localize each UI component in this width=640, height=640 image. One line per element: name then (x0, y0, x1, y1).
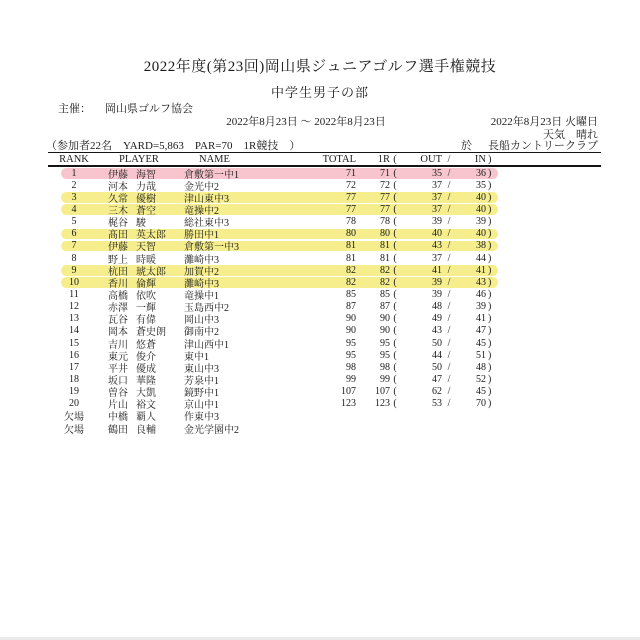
rank-cell: 9 (71, 264, 77, 276)
header-name: NAME (199, 153, 230, 165)
organizer-name: 岡山県ゴルフ協会 (105, 103, 193, 115)
total-cell: 82 (346, 264, 356, 276)
player-family-name: 曽谷 (108, 388, 128, 400)
paren-open-cell: ( (393, 191, 397, 203)
out-cell: 37 (432, 191, 442, 203)
r1-cell: 90 (380, 313, 390, 325)
player-given-name: 華隆 (136, 375, 156, 387)
r1-cell: 82 (380, 276, 390, 288)
player-family-name: 野上 (108, 254, 128, 266)
in-cell: 48 (476, 361, 486, 373)
school-cell: 加賀中2 (184, 266, 219, 278)
player-family-name: 瓦谷 (108, 315, 128, 327)
out-cell: 48 (432, 301, 442, 313)
player-family-name: 中橋 (108, 412, 128, 424)
venue-line (461, 137, 598, 153)
player-family-name: 平井 (108, 363, 128, 375)
total-cell: 98 (346, 361, 356, 373)
player-given-name: 良輔 (136, 424, 156, 436)
header-rank: RANK (59, 153, 89, 165)
in-cell: 41 (476, 264, 486, 276)
in-cell: 51 (476, 349, 486, 361)
participants-meta-line: （参加者22名 YARD=5,863 PAR=70 1R競技 ） (46, 140, 301, 152)
school-cell: 金光学園中2 (184, 424, 239, 436)
slash-cell: / (447, 191, 451, 203)
paren-open-cell: ( (393, 288, 397, 300)
r1-cell: 95 (380, 349, 390, 361)
in-cell: 40 (476, 228, 486, 240)
rank-cell: 1 (71, 167, 77, 179)
player-given-name: 一輝 (136, 303, 156, 315)
school-cell: 玉島西中2 (184, 303, 229, 315)
paren-open-cell: ( (393, 228, 397, 240)
weather-note: 天気 晴れ (543, 128, 598, 141)
player-family-name: 赤澤 (108, 303, 128, 315)
slash-cell: / (447, 276, 451, 288)
slash-cell: / (447, 386, 451, 398)
header-out: OUT (420, 153, 442, 165)
school-cell: 竜操中1 (184, 290, 219, 302)
out-cell: 41 (432, 264, 442, 276)
rank-cell: 18 (69, 373, 79, 385)
out-cell: 37 (432, 252, 442, 264)
rank-cell: 8 (71, 252, 77, 264)
venue-label: 於 (461, 140, 472, 152)
paren-open-cell: ( (393, 325, 397, 337)
school-cell: 津山西中1 (184, 339, 229, 351)
paren-open-cell: ( (393, 349, 397, 361)
paren-close-cell: ) (488, 264, 492, 276)
paren-open-cell: ( (393, 264, 397, 276)
in-cell: 41 (476, 313, 486, 325)
rank-cell: 12 (69, 301, 79, 313)
paren-open-cell: ( (393, 240, 397, 252)
paren-close-cell: ) (488, 325, 492, 337)
total-cell: 87 (346, 301, 356, 313)
paren-close-cell: ) (488, 203, 492, 215)
out-cell: 49 (432, 313, 442, 325)
rank-cell: 15 (69, 337, 79, 349)
player-given-name: 蒼空 (136, 206, 156, 217)
r1-cell: 87 (380, 301, 390, 313)
total-cell: 77 (346, 203, 356, 215)
in-cell: 45 (476, 386, 486, 398)
in-cell: 46 (476, 288, 486, 300)
out-cell: 39 (432, 288, 442, 300)
rank-cell: 4 (71, 203, 77, 215)
slash-cell: / (447, 203, 451, 215)
rank-cell: 6 (71, 228, 77, 240)
r1-cell: 95 (380, 337, 390, 349)
player-given-name: 海智 (136, 169, 156, 181)
r1-cell: 81 (380, 252, 390, 264)
school-cell: 鏡野中1 (184, 388, 219, 400)
division-subtitle: 中学生男子の部 (270, 85, 369, 100)
tournament-date-range: 2022年8月23日 ～ 2022年8月23日 (226, 116, 386, 128)
player-family-name: 坂口 (108, 375, 128, 387)
player-given-name: 覇人 (136, 412, 156, 424)
player-given-name: 悠蒼 (136, 339, 156, 351)
out-cell: 40 (432, 228, 442, 240)
school-cell: 岡山中3 (184, 315, 219, 327)
player-given-name: 蒼史朗 (136, 327, 166, 339)
player-given-name: 天智 (136, 242, 156, 254)
paren-close-cell: ) (488, 373, 492, 385)
school-cell: 金光中2 (184, 181, 219, 193)
results-table (48, 152, 601, 434)
rank-cell: 14 (69, 325, 79, 337)
paren-close-cell: ) (488, 240, 492, 252)
header-total: TOTAL (322, 153, 356, 165)
rank-cell: 3 (71, 191, 77, 203)
out-cell: 37 (432, 179, 442, 191)
total-cell: 77 (346, 191, 356, 203)
player-given-name: 優樹 (136, 193, 156, 205)
in-cell: 35 (476, 179, 486, 191)
total-cell: 72 (346, 179, 356, 191)
r1-cell: 107 (375, 386, 390, 398)
in-cell: 39 (476, 216, 486, 228)
school-cell: 京山中1 (184, 400, 219, 412)
total-cell: 107 (341, 386, 356, 398)
player-given-name: 時暖 (136, 254, 156, 266)
player-family-name: 岡本 (108, 327, 128, 339)
rank-cell: 17 (69, 361, 79, 373)
player-given-name: 力哉 (136, 181, 156, 193)
paren-close-cell: ) (488, 228, 492, 240)
r1-cell: 77 (380, 191, 390, 203)
paren-close-cell: ) (488, 349, 492, 361)
paren-close-cell: ) (488, 276, 492, 288)
total-cell: 90 (346, 313, 356, 325)
player-family-name: 高橋 (108, 290, 128, 302)
paren-open-cell: ( (393, 216, 397, 228)
in-cell: 70 (476, 398, 486, 410)
school-cell: 作東中3 (184, 412, 219, 424)
player-family-name: 梶谷 (108, 218, 128, 230)
slash-cell: / (447, 167, 451, 179)
paren-close-cell: ) (488, 337, 492, 349)
r1-cell: 82 (380, 264, 390, 276)
player-given-name: 優成 (136, 363, 156, 375)
player-given-name: 俊介 (136, 351, 156, 363)
out-cell: 53 (432, 398, 442, 410)
player-family-name: 伊藤 (108, 169, 128, 181)
player-family-name: 片山 (108, 400, 128, 412)
paren-close-cell: ) (488, 398, 492, 410)
r1-cell: 81 (380, 240, 390, 252)
organizer-label: 主催： (58, 103, 91, 115)
slash-cell: / (447, 337, 451, 349)
in-cell: 40 (476, 191, 486, 203)
paren-open-cell: ( (393, 373, 397, 385)
total-cell: 78 (346, 216, 356, 228)
out-cell: 39 (432, 276, 442, 288)
r1-cell: 78 (380, 216, 390, 228)
slash-cell: / (447, 288, 451, 300)
player-given-name: 駿 (136, 218, 146, 230)
total-cell: 85 (346, 288, 356, 300)
slash-cell: / (447, 398, 451, 410)
page-title: 2022年度(第23回)岡山県ジュニアゴルフ選手権競技 (143, 59, 497, 75)
paren-open-cell: ( (393, 361, 397, 373)
venue-name: 長船カントリークラブ (488, 140, 598, 152)
school-cell: 芳泉中1 (184, 375, 219, 387)
player-given-name: 有偉 (136, 315, 156, 327)
r1-cell: 80 (380, 228, 390, 240)
total-cell: 95 (346, 349, 356, 361)
paren-close-cell: ) (488, 313, 492, 325)
r1-cell: 99 (380, 373, 390, 385)
paren-open-cell: ( (393, 252, 397, 264)
r1-cell: 77 (380, 203, 390, 215)
paren-open-cell: ( (393, 337, 397, 349)
paren-open-cell: ( (393, 167, 397, 179)
r1-cell: 90 (380, 325, 390, 337)
rank-cell: 欠場 (64, 412, 84, 424)
paren-open-cell: ( (393, 179, 397, 191)
table-row (48, 422, 601, 434)
school-cell: 倉敷第一中3 (184, 242, 239, 254)
total-cell: 80 (346, 228, 356, 240)
paren-close-cell: ) (488, 191, 492, 203)
rank-cell: 20 (69, 398, 79, 410)
rank-cell: 欠場 (64, 424, 84, 436)
out-cell: 35 (432, 167, 442, 179)
school-cell: 灘崎中3 (184, 254, 219, 266)
paren-close-cell: ) (488, 361, 492, 373)
player-family-name: 河本 (108, 181, 128, 193)
rank-cell: 19 (69, 386, 79, 398)
player-family-name: 伊藤 (108, 242, 128, 254)
school-cell: 灘崎中3 (184, 278, 219, 290)
slash-cell: / (447, 216, 451, 228)
player-family-name: 香川 (108, 278, 128, 290)
school-cell: 東山中3 (184, 363, 219, 375)
slash-cell: / (447, 313, 451, 325)
rank-cell: 10 (69, 276, 79, 288)
school-cell: 竜操中2 (184, 206, 219, 217)
out-cell: 50 (432, 361, 442, 373)
rank-cell: 13 (69, 313, 79, 325)
paren-close-cell: ) (488, 216, 492, 228)
player-family-name: 杭田 (108, 266, 128, 278)
out-cell: 50 (432, 337, 442, 349)
total-cell: 81 (346, 240, 356, 252)
school-cell: 御南中2 (184, 327, 219, 339)
player-family-name: 久常 (108, 193, 128, 205)
player-family-name: 東元 (108, 351, 128, 363)
paren-close-cell: ) (488, 179, 492, 191)
header-slash: / (447, 153, 451, 165)
header-in: IN (474, 153, 486, 165)
slash-cell: / (447, 179, 451, 191)
slash-cell: / (447, 228, 451, 240)
rank-cell: 5 (71, 216, 77, 228)
total-cell: 82 (346, 276, 356, 288)
school-cell: 総社東中3 (184, 218, 229, 230)
r1-cell: 123 (375, 398, 390, 410)
r1-cell: 85 (380, 288, 390, 300)
paren-close-cell: ) (488, 288, 492, 300)
paren-close-cell: ) (488, 252, 492, 264)
out-cell: 39 (432, 216, 442, 228)
player-given-name: 琥太郎 (136, 266, 166, 278)
player-family-name: 三木 (108, 206, 128, 217)
paren-open-cell: ( (393, 398, 397, 410)
out-cell: 43 (432, 325, 442, 337)
r1-cell: 71 (380, 167, 390, 179)
in-cell: 43 (476, 276, 486, 288)
player-given-name: 裕文 (136, 400, 156, 412)
slash-cell: / (447, 373, 451, 385)
in-cell: 38 (476, 240, 486, 252)
out-cell: 47 (432, 373, 442, 385)
player-family-name: 吉川 (108, 339, 128, 351)
player-family-name: 髙田 (108, 230, 128, 242)
slash-cell: / (447, 361, 451, 373)
total-cell: 81 (346, 252, 356, 264)
in-cell: 52 (476, 373, 486, 385)
r1-cell: 98 (380, 361, 390, 373)
slash-cell: / (447, 301, 451, 313)
rank-cell: 11 (69, 288, 79, 300)
out-cell: 37 (432, 203, 442, 215)
in-cell: 45 (476, 337, 486, 349)
slash-cell: / (447, 325, 451, 337)
player-given-name: 倫輝 (136, 278, 156, 290)
slash-cell: / (447, 349, 451, 361)
school-cell: 東中1 (184, 351, 209, 363)
in-cell: 47 (476, 325, 486, 337)
paren-close-cell: ) (488, 301, 492, 313)
player-given-name: 依吹 (136, 290, 156, 302)
header-paren-close: ) (488, 153, 492, 165)
slash-cell: / (447, 264, 451, 276)
paren-open-cell: ( (393, 203, 397, 215)
header-paren-open: ( (393, 153, 397, 165)
header-player: PLAYER (119, 153, 159, 165)
paren-open-cell: ( (393, 313, 397, 325)
total-cell: 123 (341, 398, 356, 410)
total-cell: 90 (346, 325, 356, 337)
total-cell: 95 (346, 337, 356, 349)
out-cell: 62 (432, 386, 442, 398)
in-cell: 36 (476, 167, 486, 179)
out-cell: 44 (432, 349, 442, 361)
total-cell: 99 (346, 373, 356, 385)
slash-cell: / (447, 240, 451, 252)
in-cell: 39 (476, 301, 486, 313)
r1-cell: 72 (380, 179, 390, 191)
event-date: 2022年8月23日 火曜日 (490, 116, 598, 128)
paren-close-cell: ) (488, 167, 492, 179)
rank-cell: 7 (71, 240, 77, 252)
paren-open-cell: ( (393, 301, 397, 313)
paren-close-cell: ) (488, 386, 492, 398)
in-cell: 44 (476, 252, 486, 264)
paren-open-cell: ( (393, 276, 397, 288)
school-cell: 勝田中1 (184, 230, 219, 242)
player-given-name: 大凱 (136, 388, 156, 400)
school-cell: 倉敷第一中1 (184, 169, 239, 181)
rank-cell: 16 (69, 349, 79, 361)
player-given-name: 英太郎 (136, 230, 166, 242)
in-cell: 40 (476, 203, 486, 215)
header-1r: 1R (377, 153, 390, 165)
school-cell: 津山東中3 (184, 193, 229, 205)
out-cell: 43 (432, 240, 442, 252)
table-body (48, 167, 601, 434)
slash-cell: / (447, 252, 451, 264)
rank-cell: 2 (71, 179, 77, 191)
paren-open-cell: ( (393, 386, 397, 398)
player-family-name: 鶴田 (108, 424, 128, 436)
total-cell: 71 (346, 167, 356, 179)
